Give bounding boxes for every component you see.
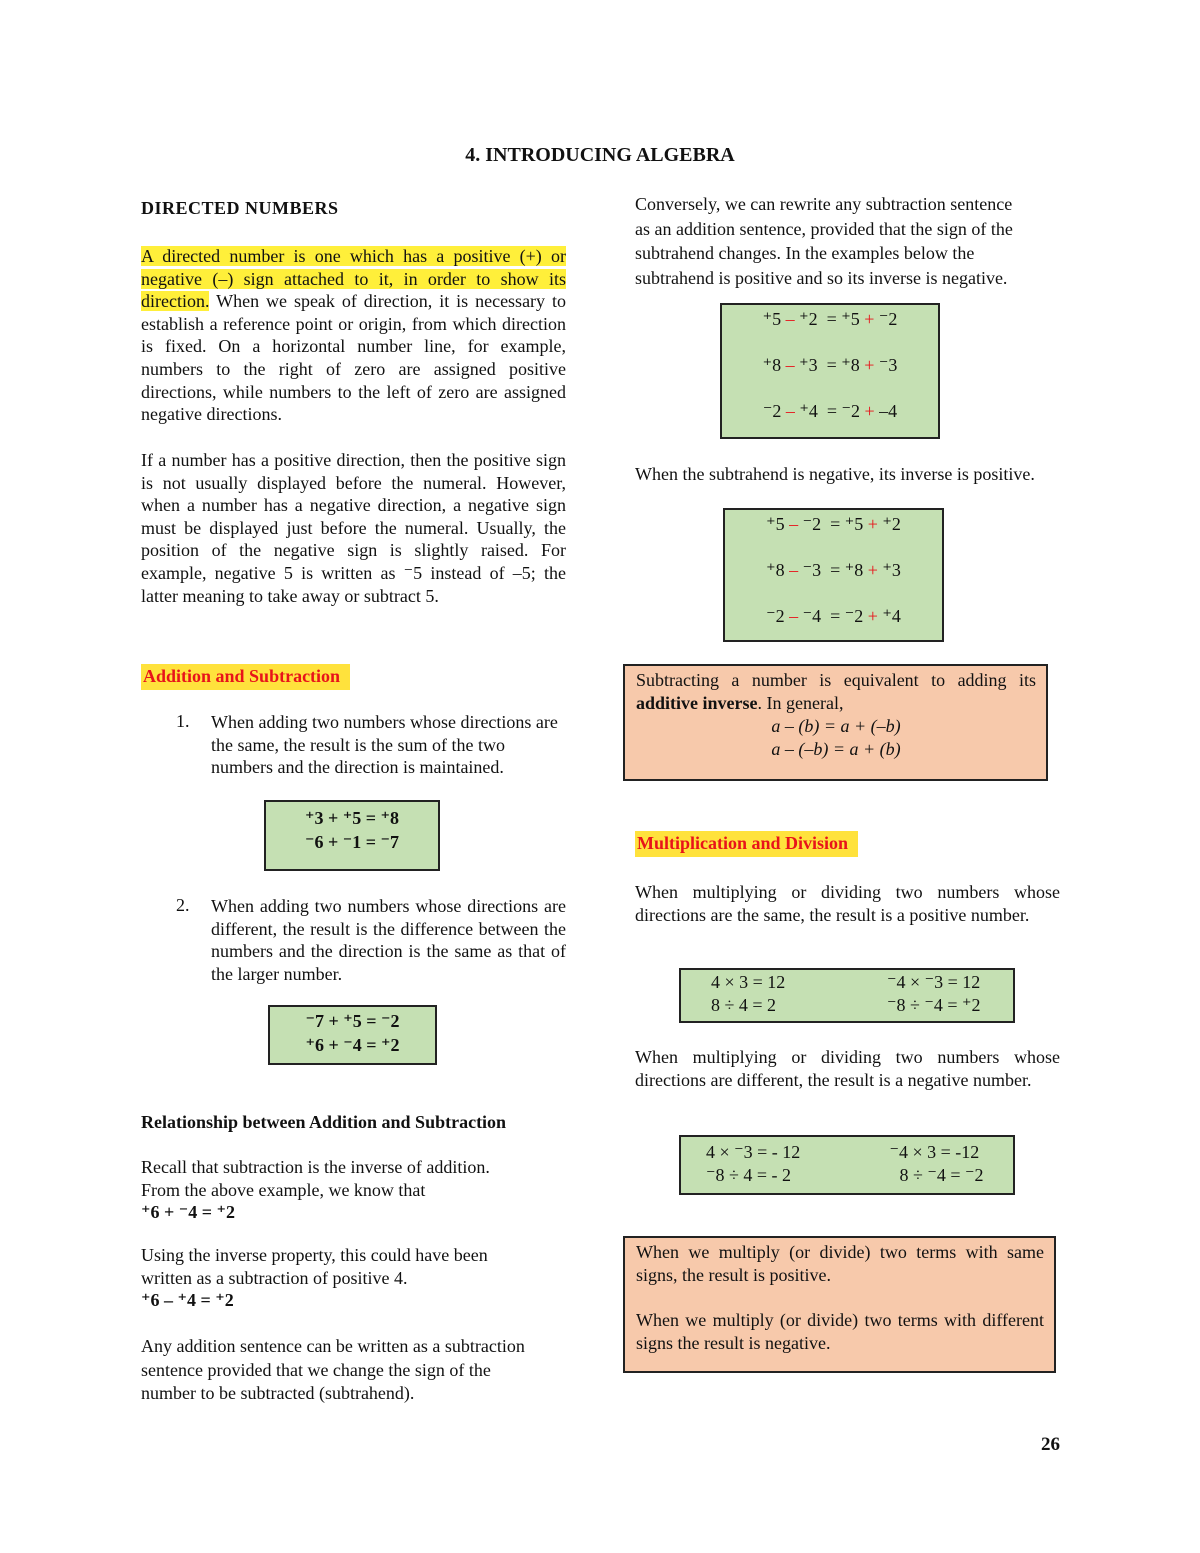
inverse-line2: written as a subtraction of positive 4.	[141, 1267, 408, 1288]
recall-line2: From the above example, we know that	[141, 1179, 426, 1200]
rule-formula-1: a – (b) = a + (–b)	[771, 716, 901, 736]
box6-cell: 8 ÷ ⁻4 = ⁻2	[899, 1165, 984, 1185]
definition-highlight: A directed number is one which has a positive (+) or negative (–) sign attached to it, in order to show its direction.	[141, 246, 566, 312]
box3-row: ⁺5 – ⁺2 = ⁺5 + ⁻2	[762, 309, 898, 329]
section2-label: Multiplication and Division	[635, 831, 858, 857]
conversely-block	[635, 192, 1065, 290]
any-addition-block	[141, 1335, 571, 1406]
inverse-line1: Using the inverse property, this could have been	[141, 1245, 488, 1265]
box5-cell: ⁻4 × ⁻3 = 12	[887, 972, 981, 992]
list-item	[176, 711, 566, 779]
relationship-heading: Relationship between Addition and Subtraction	[141, 1112, 507, 1132]
box3-row: ⁺8 – ⁺3 = ⁺8 + ⁻3	[762, 355, 898, 375]
recall-block	[141, 1156, 571, 1224]
negative-subtrahend-box	[723, 508, 944, 642]
different-direction-examples-box	[268, 1005, 437, 1065]
item2-text: When adding two numbers whose directions are different, the result is the difference between the numbers and the direction is the same as that of the larger number.	[211, 896, 566, 984]
recall-line1: Recall that subtraction is the inverse of addition.	[141, 1157, 490, 1177]
section-multiplication-division	[635, 831, 858, 857]
conv-line1: Conversely, we can rewrite any subtraction sentence	[635, 194, 1013, 214]
box3-row: ⁻2 – ⁺4 = ⁻2 + –4	[762, 401, 898, 421]
directed-numbers-heading: DIRECTED NUMBERS	[141, 198, 339, 218]
box6-cell: ⁻4 × 3 = -12	[889, 1142, 980, 1162]
any-line1: Any addition sentence can be written as a subtraction	[141, 1336, 525, 1356]
box5-cell: 8 ÷ 4 = 2	[711, 995, 777, 1015]
item1-number: 1.	[176, 711, 190, 731]
sign-rule-summary-box	[623, 1236, 1056, 1373]
rule-bold: additive inverse	[636, 693, 758, 713]
box4-row: ⁺8 – ⁻3 = ⁺8 + ⁺3	[766, 560, 901, 580]
page-title: 4. INTRODUCING ALGEBRA	[465, 144, 735, 166]
rule-formula-2: a – (–b) = a + (b)	[771, 739, 901, 759]
same-sign-paragraph	[635, 881, 1060, 926]
rule-post: . In general,	[757, 693, 844, 713]
same-sign-text: When multiplying or dividing two numbers whose directions are the same, the result is a positive number.	[635, 882, 1060, 925]
recall-equation: ⁺6 + ⁻4 = ⁺2	[141, 1202, 236, 1223]
item1-text: When adding two numbers whose directions are the same, the result is the sum of the two numbers and the direction is maintained.	[211, 712, 558, 778]
para2-text: If a number has a positive direction, then the positive sign is not usually displayed before the numeral. However, when a number has a negative direction, a negative sign must be displayed just before the numeral. Usually, the position of the negative sign is slightly raised. For example, negative 5 is written as ⁻5 instead of –5; the latter meaning to take away or subtract 5.	[141, 450, 566, 606]
inverse-equation: ⁺6 – ⁺4 = ⁺2	[141, 1290, 234, 1311]
additive-inverse-rule-box	[623, 664, 1048, 781]
box5-cell: 4 × 3 = 12	[711, 972, 786, 992]
section1-label: Addition and Subtraction	[141, 664, 350, 690]
page-number: 26	[1041, 1434, 1060, 1455]
neg-sub-text: When the subtrahend is negative, its inverse is positive.	[635, 464, 1035, 484]
section-addition-subtraction	[141, 664, 350, 690]
same-sign-examples-box	[679, 968, 1015, 1023]
box6-cell: ⁻8 ÷ 4 = - 2	[706, 1165, 792, 1185]
different-sign-text: When multiplying or dividing two numbers whose directions are different, the result is a negative number.	[635, 1047, 1060, 1090]
box2-line1: ⁻7 + ⁺5 = ⁻2	[305, 1011, 400, 1031]
positive-sign-paragraph	[141, 449, 566, 607]
conv-line4: subtrahend is positive and so its inverse is negative.	[635, 267, 1008, 288]
box1-line2: ⁻6 + ⁻1 = ⁻7	[304, 832, 400, 852]
negative-subtrahend-text	[635, 463, 1060, 486]
box4-row: ⁺5 – ⁻2 = ⁺5 + ⁺2	[766, 514, 901, 534]
item2-number: 2.	[176, 895, 190, 915]
conv-line3: subtrahend changes. In the examples below the	[635, 243, 975, 263]
inverse-block	[141, 1244, 571, 1312]
box1-line1: ⁺3 + ⁺5 = ⁺8	[304, 808, 400, 828]
positive-subtrahend-box	[720, 303, 940, 439]
box6-cell: 4 × ⁻3 = - 12	[706, 1142, 801, 1162]
different-sign-paragraph	[635, 1046, 1060, 1091]
intro-paragraph	[141, 245, 566, 426]
any-line3: number to be subtracted (subtrahend).	[141, 1383, 415, 1403]
intro-rest: When we speak of direction, it is necessary to establish a reference point or origin, from which direction is fixed. On a horizontal number line, for example, numbers to the right of zero are assigned positive directions, while numbers to the left of zero are assigned negative directions.	[141, 291, 566, 425]
summary-different-signs: When we multiply (or divide) two terms with different signs the result is negative.	[636, 1310, 1044, 1353]
box2-line2: ⁺6 + ⁻4 = ⁺2	[305, 1035, 400, 1055]
same-direction-examples-box	[264, 800, 440, 871]
any-line2: sentence provided that we change the sign of the	[141, 1359, 491, 1380]
box4-row: ⁻2 – ⁻4 = ⁻2 + ⁺4	[766, 606, 901, 626]
list-item	[176, 895, 566, 985]
rule-pre: Subtracting a number is equivalent to adding its	[636, 670, 1036, 690]
box5-cell: ⁻8 ÷ ⁻4 = ⁺2	[887, 995, 981, 1015]
conv-line2: as an addition sentence, provided that the sign of the	[635, 218, 1013, 239]
different-sign-examples-box	[679, 1135, 1015, 1195]
summary-same-signs: When we multiply (or divide) two terms with same signs, the result is positive.	[636, 1242, 1044, 1285]
